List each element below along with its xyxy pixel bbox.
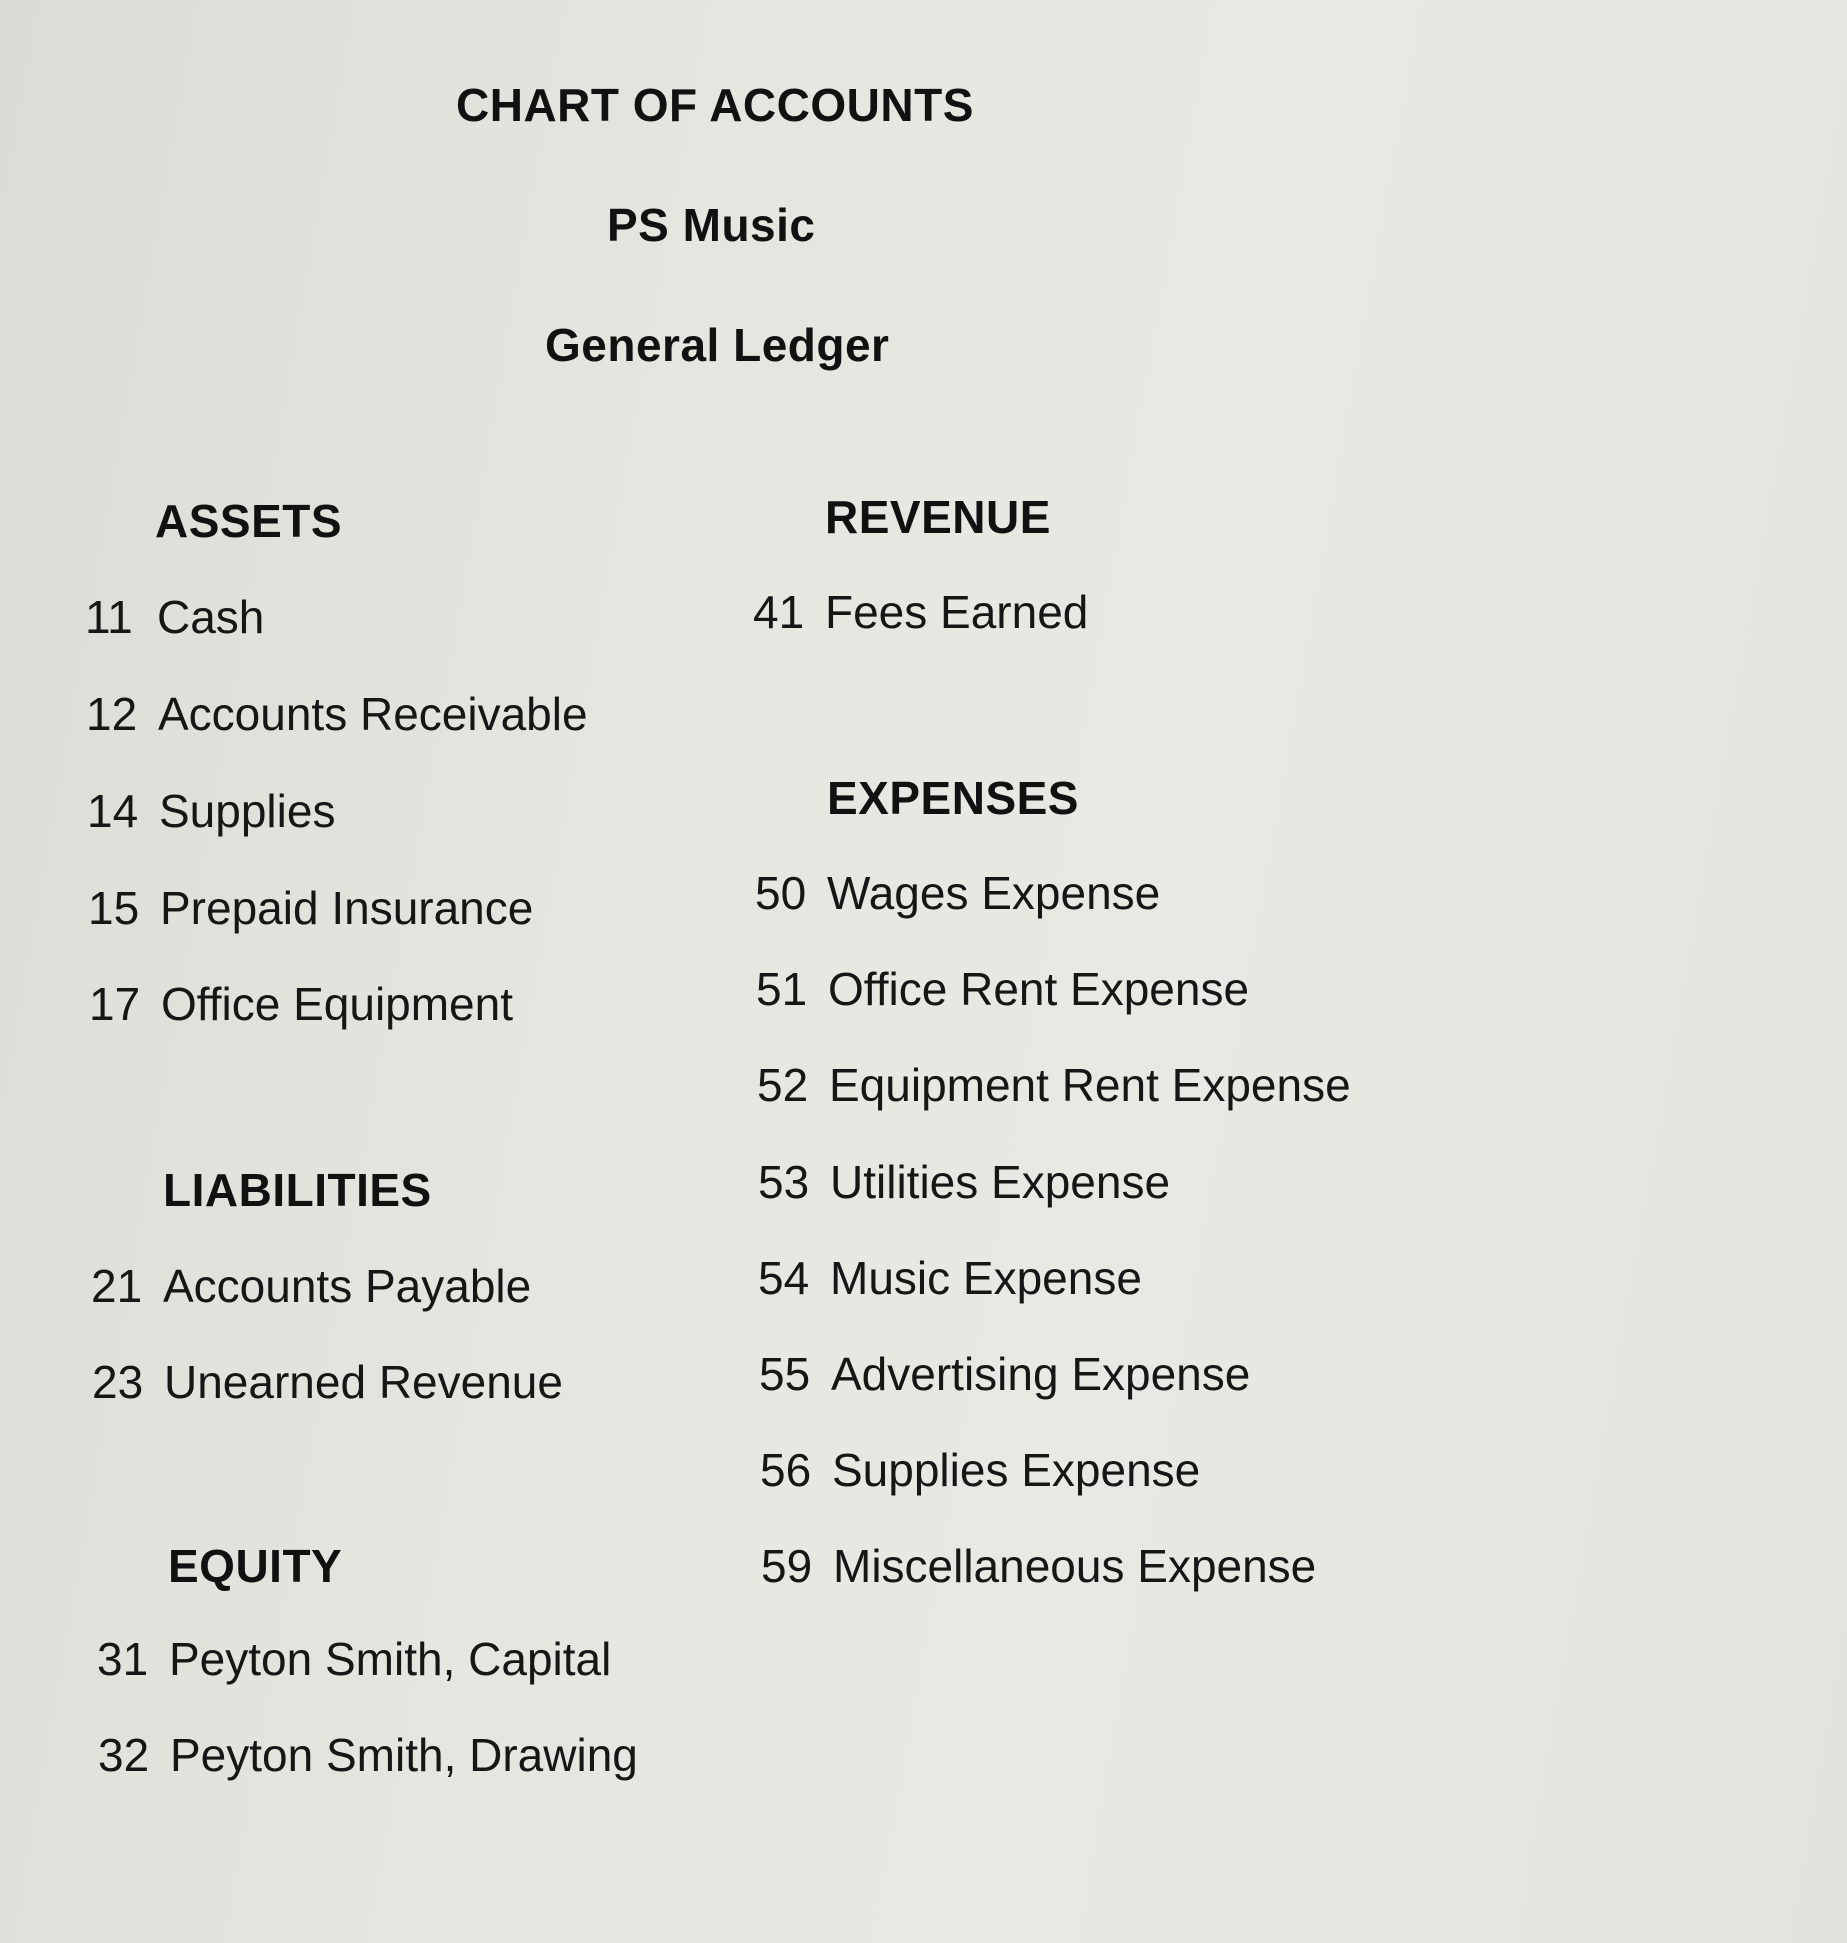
account-row-wages-expense [755,866,1160,920]
account-row-unearned-revenue [92,1355,563,1409]
account-name: Advertising Expense [831,1348,1251,1400]
account-name: Wages Expense [827,867,1161,919]
revenue-heading: REVENUE [825,491,1051,543]
account-name: Unearned Revenue [164,1356,563,1408]
account-name: Peyton Smith, Drawing [170,1729,638,1781]
account-name: Office Equipment [161,978,514,1030]
account-row-equipment-rent-expense [757,1058,1351,1112]
account-name: Accounts Payable [163,1260,532,1312]
account-number: 59 [761,1540,813,1592]
account-number: 50 [755,867,807,919]
account-name: Cash [157,591,265,643]
expenses-heading: EXPENSES [827,772,1079,824]
account-name: Miscellaneous Expense [833,1540,1317,1592]
account-row-miscellaneous-expense [761,1539,1316,1593]
account-number: 21 [91,1260,143,1312]
account-number: 51 [756,963,808,1015]
account-row-capital [97,1632,611,1686]
account-name: Fees Earned [825,586,1089,638]
account-row-office-rent-expense [756,962,1249,1016]
account-number: 53 [758,1156,810,1208]
account-row-supplies [87,784,335,838]
account-number: 14 [87,785,139,837]
account-name: Prepaid Insurance [160,882,534,934]
account-name: Peyton Smith, Capital [169,1633,612,1685]
document-title: CHART OF ACCOUNTS [456,79,974,131]
account-number: 56 [760,1444,812,1496]
account-number: 52 [757,1059,809,1111]
account-row-utilities-expense [758,1155,1170,1209]
account-number: 15 [88,882,140,934]
account-name: Supplies Expense [832,1444,1201,1496]
account-row-supplies-expense [760,1443,1200,1497]
account-row-accounts-payable [91,1259,531,1313]
account-number: 12 [86,688,138,740]
account-number: 11 [85,591,133,643]
account-number: 32 [98,1729,150,1781]
account-row-accounts-receivable [86,687,588,741]
account-number: 55 [759,1348,811,1400]
account-row-fees-earned [753,585,1088,639]
account-name: Utilities Expense [830,1156,1171,1208]
company-name: PS Music [607,199,816,251]
account-number: 31 [97,1633,149,1685]
account-number: 17 [89,978,141,1030]
account-row-music-expense [758,1251,1142,1305]
account-name: Office Rent Expense [828,963,1250,1015]
account-name: Supplies [159,785,336,837]
account-number: 23 [92,1356,144,1408]
account-row-drawing [98,1728,638,1782]
account-row-office-equipment [89,977,513,1031]
account-number: 54 [758,1252,810,1304]
account-row-advertising-expense [759,1347,1250,1401]
assets-heading: ASSETS [155,495,343,547]
account-number: 41 [753,586,805,638]
account-name: Accounts Receivable [158,688,588,740]
ledger-name: General Ledger [545,319,890,371]
account-name: Music Expense [830,1252,1142,1304]
account-row-prepaid-insurance [88,881,533,935]
equity-heading: EQUITY [168,1540,343,1592]
liabilities-heading: LIABILITIES [163,1164,432,1216]
account-name: Equipment Rent Expense [829,1059,1351,1111]
account-row-cash [85,590,264,644]
